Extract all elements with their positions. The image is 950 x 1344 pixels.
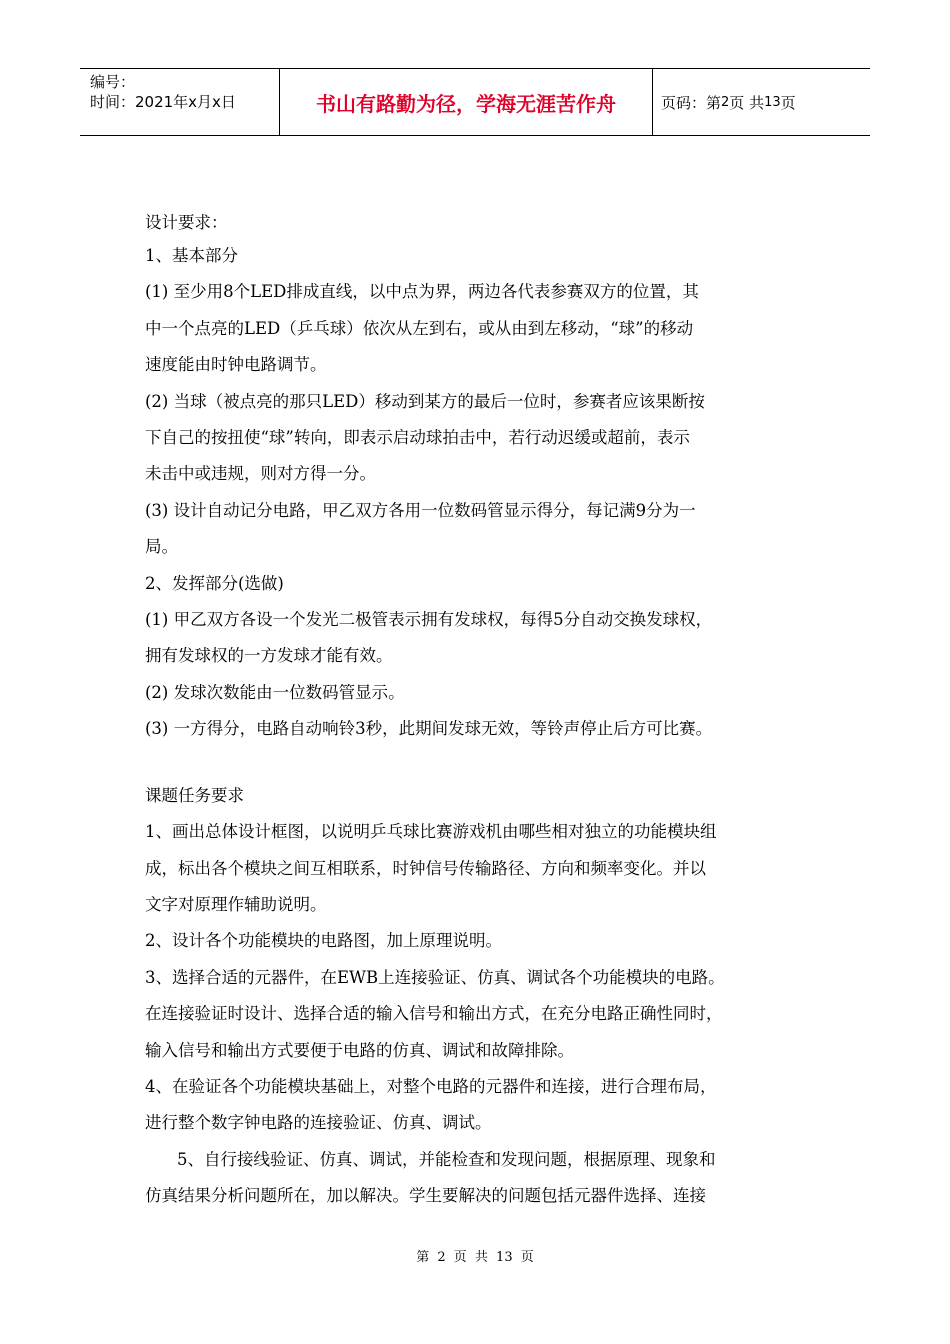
text-line: 文字对原理作辅助说明。 bbox=[145, 894, 327, 914]
page-total: 13 bbox=[764, 94, 781, 110]
subsection-heading: 2、发挥部分(选做) bbox=[145, 573, 284, 593]
text-line: 在连接验证时设计、选择合适的输入信号和输出方式，在充分电路正确性同时， bbox=[145, 1004, 723, 1024]
text-line: 速度能由时钟电路调节。 bbox=[145, 355, 327, 375]
text-line: 输入信号和输出方式要便于电路的仿真、调试和故障排除。 bbox=[145, 1040, 574, 1060]
number-label: 编号： bbox=[90, 73, 136, 91]
section-heading: 课题任务要求 bbox=[145, 785, 244, 805]
text-line: 拥有发球权的一方发球才能有效。 bbox=[145, 646, 393, 666]
section-heading: 设计要求： bbox=[145, 213, 228, 232]
header-meta bbox=[80, 69, 280, 135]
page-mid: 页 共 bbox=[729, 93, 765, 112]
text-line: (1) 至少用8个LED排成直线，以中点为界，两边各代表参赛双方的位置，其 bbox=[145, 282, 699, 302]
subsection-heading: 1、基本部分 bbox=[145, 246, 238, 265]
text-line: 局。 bbox=[145, 537, 178, 557]
page-end: 页 bbox=[780, 93, 796, 112]
text-line: 下自己的按扭使“球”转向，即表示启动球拍击中，若行动迟缓或超前，表示 bbox=[145, 428, 690, 448]
text-line: 进行整个数字钟电路的连接验证、仿真、调试。 bbox=[145, 1113, 492, 1133]
page-label: 页码：第 bbox=[661, 93, 722, 112]
text-line: (2) 当球（被点亮的那只LED）移动到某方的最后一位时，参赛者应该果断按 bbox=[145, 391, 705, 411]
text-line: 5、自行接线验证、仿真、调试，并能检查和发现问题，根据原理、现象和 bbox=[177, 1149, 716, 1169]
text-line: 2、设计各个功能模块的电路图，加上原理说明。 bbox=[145, 931, 502, 951]
text-line: 1、画出总体设计框图，以说明乒乓球比赛游戏机由哪些相对独立的功能模块组 bbox=[145, 822, 717, 842]
text-line: 中一个点亮的LED（乒乓球）依次从左到右，或从由到左移动，“球”的移动 bbox=[145, 318, 694, 338]
text-line: 未击中或违规，则对方得一分。 bbox=[145, 464, 376, 484]
document-body bbox=[145, 208, 813, 1215]
text-line: (2) 发球次数能由一位数码管显示。 bbox=[145, 682, 405, 702]
page-current: 2 bbox=[721, 94, 730, 110]
time-label: 时间：2021年x月x日 bbox=[90, 93, 236, 111]
text-line: 仿真结果分析问题所在，加以解决。学生要解决的问题包括元器件选择、连接 bbox=[145, 1186, 706, 1206]
text-line: 成，标出各个模块之间互相联系，时钟信号传输路径、方向和频率变化。并以 bbox=[145, 858, 706, 878]
page-footer: 第 2 页 共 13 页 bbox=[416, 1250, 534, 1265]
text-line: 4、在验证各个功能模块基础上，对整个电路的元器件和连接，进行合理布局， bbox=[145, 1076, 717, 1096]
text-line: (3) 一方得分，电路自动响铃3秒，此期间发球无效，等铃声停止后方可比赛。 bbox=[145, 719, 713, 739]
text-line: (3) 设计自动记分电路，甲乙双方各用一位数码管显示得分，每记满9分为一 bbox=[145, 500, 696, 520]
text-line: 3、选择合适的元器件，在EWB上连接验证、仿真、调试各个功能模块的电路。 bbox=[145, 967, 725, 987]
page-indicator bbox=[653, 69, 870, 135]
motto: 书山有路勤为径，学海无涯苦作舟 bbox=[280, 69, 653, 135]
page-header bbox=[80, 68, 870, 136]
text-line: (1) 甲乙双方各设一个发光二极管表示拥有发球权，每得5分自动交换发球权， bbox=[145, 610, 713, 630]
